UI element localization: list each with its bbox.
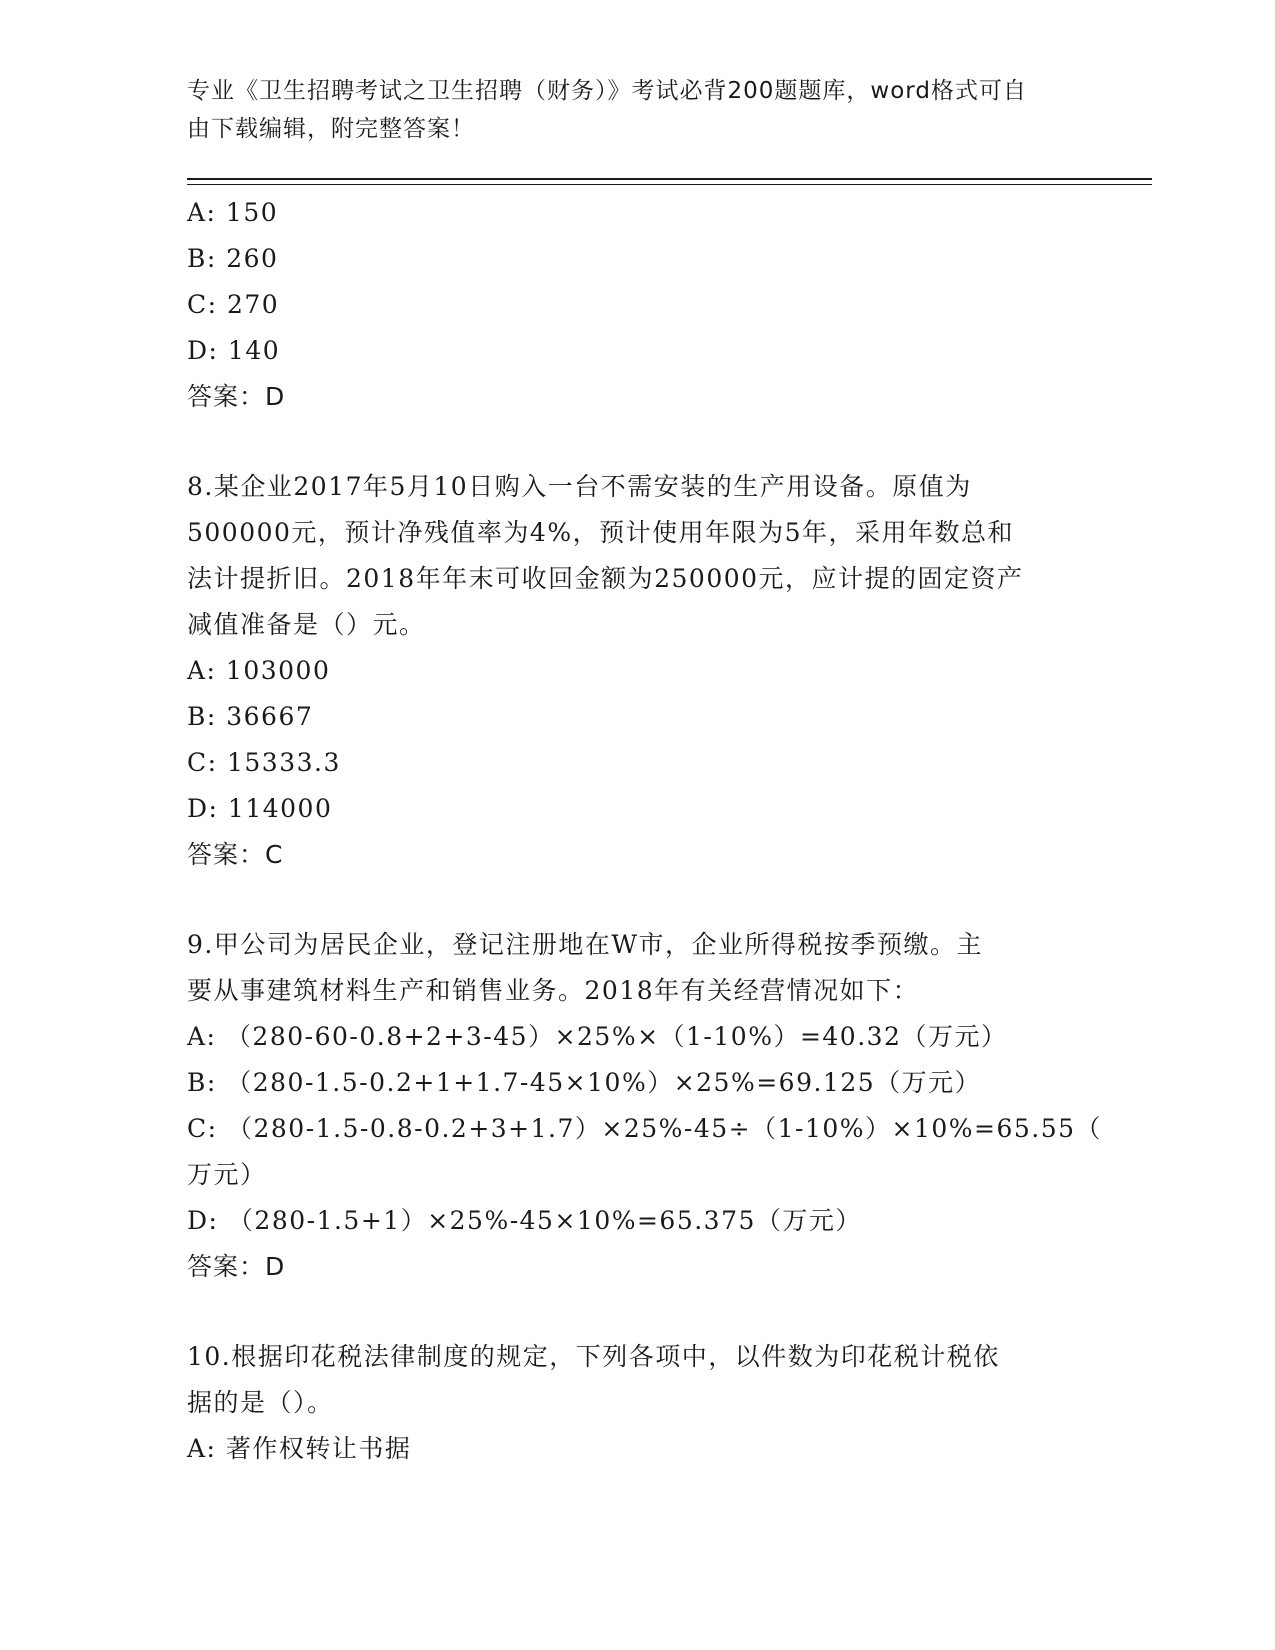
question-9-option-c-line-2: 万元） bbox=[187, 1160, 267, 1189]
question-10-stem-line-2: 据的是（）。 bbox=[187, 1388, 334, 1417]
question-7-option-c: C: 270 bbox=[187, 290, 280, 319]
question-8-stem-line-2: 500000元，预计净残值率为4%，预计使用年限为5年，采用年数总和 bbox=[187, 518, 1015, 547]
question-8 bbox=[187, 464, 1087, 878]
question-9-option-b: B: （280-1.5-0.2+1+1.7-45×10%）×25%=69.125（万元） bbox=[187, 1068, 982, 1097]
question-list bbox=[187, 190, 1103, 1472]
question-8-stem-line-1: 8.某企业2017年5月10日购入一台不需安装的生产用设备。原值为 bbox=[187, 472, 972, 501]
question-spacer bbox=[187, 420, 1087, 464]
question-9-option-c-line-1: C: （280-1.5-0.8-0.2+3+1.7）×25%-45÷（1-10%）×10%=65.55（ bbox=[187, 1114, 1103, 1143]
question-8-option-a: A: 103000 bbox=[187, 656, 331, 685]
question-7-option-d: D: 140 bbox=[187, 336, 281, 365]
question-spacer bbox=[187, 1290, 1087, 1334]
question-10-stem-line-1: 10.根据印花税法律制度的规定，下列各项中，以件数为印花税计税依 bbox=[187, 1342, 1000, 1371]
header-title-line-2: 由下载编辑，附完整答案！ bbox=[187, 116, 475, 142]
question-9-option-d: D: （280-1.5+1）×25%-45×10%=65.375（万元） bbox=[187, 1206, 862, 1235]
question-8-option-d: D: 114000 bbox=[187, 794, 333, 823]
question-9-stem-line-2: 要从事建筑材料生产和销售业务。2018年有关经营情况如下： bbox=[187, 976, 920, 1005]
question-9-answer: 答案：D bbox=[187, 1252, 286, 1281]
header-divider-thick bbox=[187, 178, 1152, 180]
question-8-answer: 答案：C bbox=[187, 840, 284, 869]
question-8-stem-line-4: 减值准备是（）元。 bbox=[187, 610, 426, 639]
header-title-line-1: 专业《卫生招聘考试之卫生招聘（财务）》考试必背200题题库，word格式可自 bbox=[187, 78, 1027, 104]
question-9-stem-line-1: 9.甲公司为居民企业，登记注册地在W市，企业所得税按季预缴。主 bbox=[187, 930, 984, 959]
question-9 bbox=[187, 922, 1103, 1290]
question-8-stem-line-3: 法计提折旧。2018年年末可收回金额为250000元，应计提的固定资产 bbox=[187, 564, 1024, 593]
header-divider-thin bbox=[187, 184, 1152, 185]
question-7-answer: 答案：D bbox=[187, 382, 286, 411]
question-7-option-b: B: 260 bbox=[187, 244, 279, 273]
question-7-option-a: A: 150 bbox=[187, 198, 279, 227]
question-10-option-a: A: 著作权转让书据 bbox=[187, 1434, 412, 1463]
question-8-option-b: B: 36667 bbox=[187, 702, 314, 731]
question-8-option-c: C: 15333.3 bbox=[187, 748, 341, 777]
question-7 bbox=[187, 190, 1087, 420]
question-10 bbox=[187, 1334, 1087, 1472]
question-9-option-a: A: （280-60-0.8+2+3-45）×25%×（1-10%）=40.32（万元） bbox=[187, 1022, 1008, 1051]
document-header bbox=[187, 72, 1077, 148]
question-spacer bbox=[187, 878, 1087, 922]
